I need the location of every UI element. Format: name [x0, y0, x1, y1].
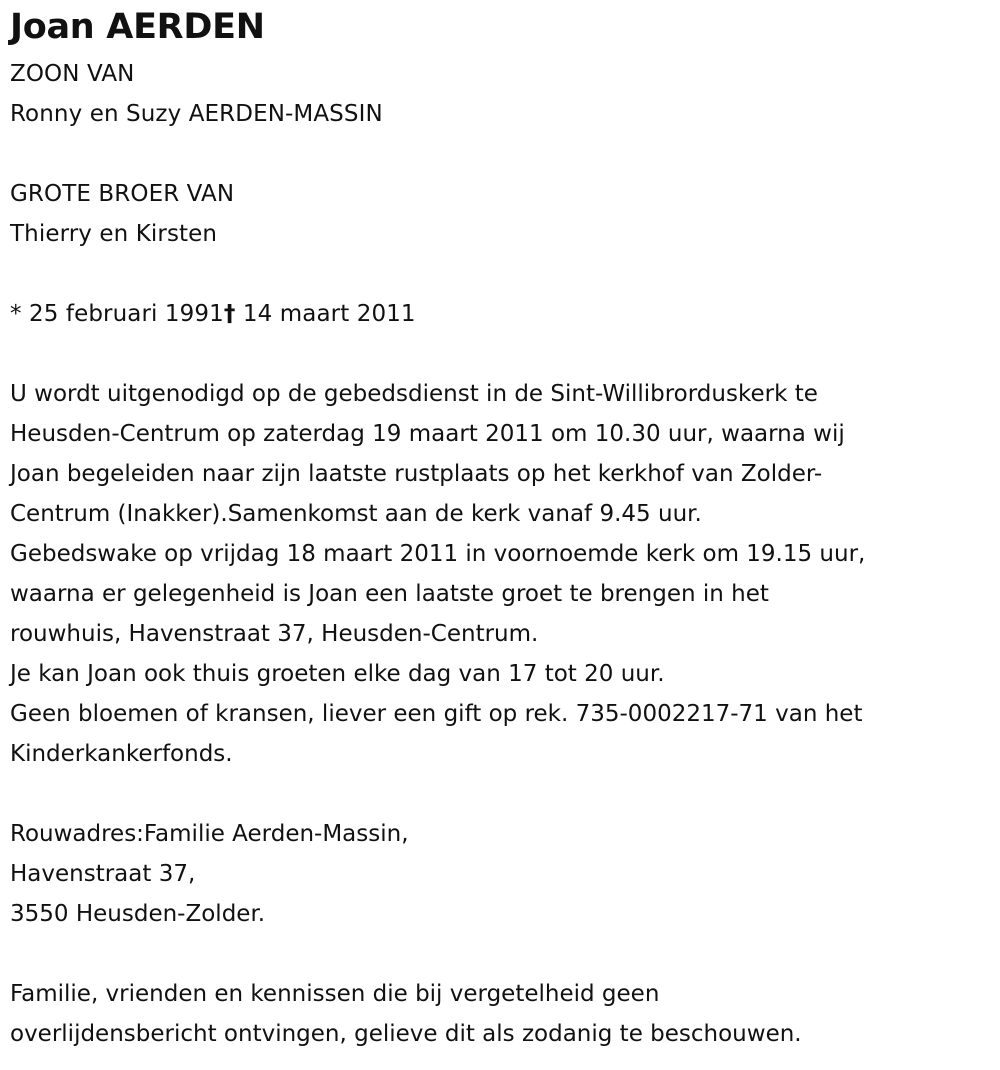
closing-note: [10, 974, 990, 1054]
spacer: [10, 774, 990, 814]
announcement-line: rouwhuis, Havenstraat 37, Heusden-Centrum.: [10, 621, 539, 647]
announcement-line: Joan begeleiden naar zijn laatste rustplaats op het kerkhof van Zolder-: [10, 461, 823, 487]
spacer: [10, 254, 990, 294]
announcement-line: Heusden-Centrum op zaterdag 19 maart 2011 om 10.30 uur, waarna wij: [10, 421, 845, 447]
parents-label: ZOON VAN: [10, 61, 135, 87]
life-dates: [10, 294, 990, 334]
birth-date: * 25 februari 1991: [10, 301, 224, 327]
death-date: 14 maart 2011: [235, 301, 416, 327]
closing-line: Familie, vrienden en kennissen die bij vergetelheid geen: [10, 981, 660, 1007]
announcement-line: U wordt uitgenodigd op de gebedsdienst in de Sint-Willibrorduskerk te: [10, 381, 818, 407]
address-line: Rouwadres:Familie Aerden-Massin,: [10, 821, 409, 847]
announcement-line: Kinderkankerfonds.: [10, 741, 233, 767]
address-line: Havenstraat 37,: [10, 861, 196, 887]
announcement-line: Centrum (Inakker).Samenkomst aan de kerk vanaf 9.45 uur.: [10, 501, 702, 527]
address-line: 3550 Heusden-Zolder.: [10, 901, 266, 927]
deceased-name-title: Joan AERDEN: [10, 7, 265, 47]
closing-line: overlijdensbericht ontvingen, gelieve dit als zodanig te beschouwen.: [10, 1021, 802, 1047]
spacer: [10, 134, 990, 174]
announcement-line: Geen bloemen of kransen, liever een gift op rek. 735-0002217-71 van het: [10, 701, 863, 727]
mourning-address: [10, 814, 990, 934]
siblings-label: GROTE BROER VAN: [10, 181, 235, 207]
spacer: [10, 934, 990, 974]
parents-names: Ronny en Suzy AERDEN-MASSIN: [10, 101, 383, 127]
announcement-line: waarna er gelegenheid is Joan een laatste groet te brengen in het: [10, 581, 769, 607]
announcement-line: Je kan Joan ook thuis groeten elke dag van 17 tot 20 uur.: [10, 661, 665, 687]
announcement-line: Gebedswake op vrijdag 18 maart 2011 in voornoemde kerk om 19.15 uur,: [10, 541, 866, 567]
cross-icon: †: [223, 301, 236, 327]
announcement-paragraph: [10, 374, 990, 774]
spacer: [10, 334, 990, 374]
obituary-document: [10, 4, 990, 1054]
siblings-names: Thierry en Kirsten: [10, 221, 218, 247]
